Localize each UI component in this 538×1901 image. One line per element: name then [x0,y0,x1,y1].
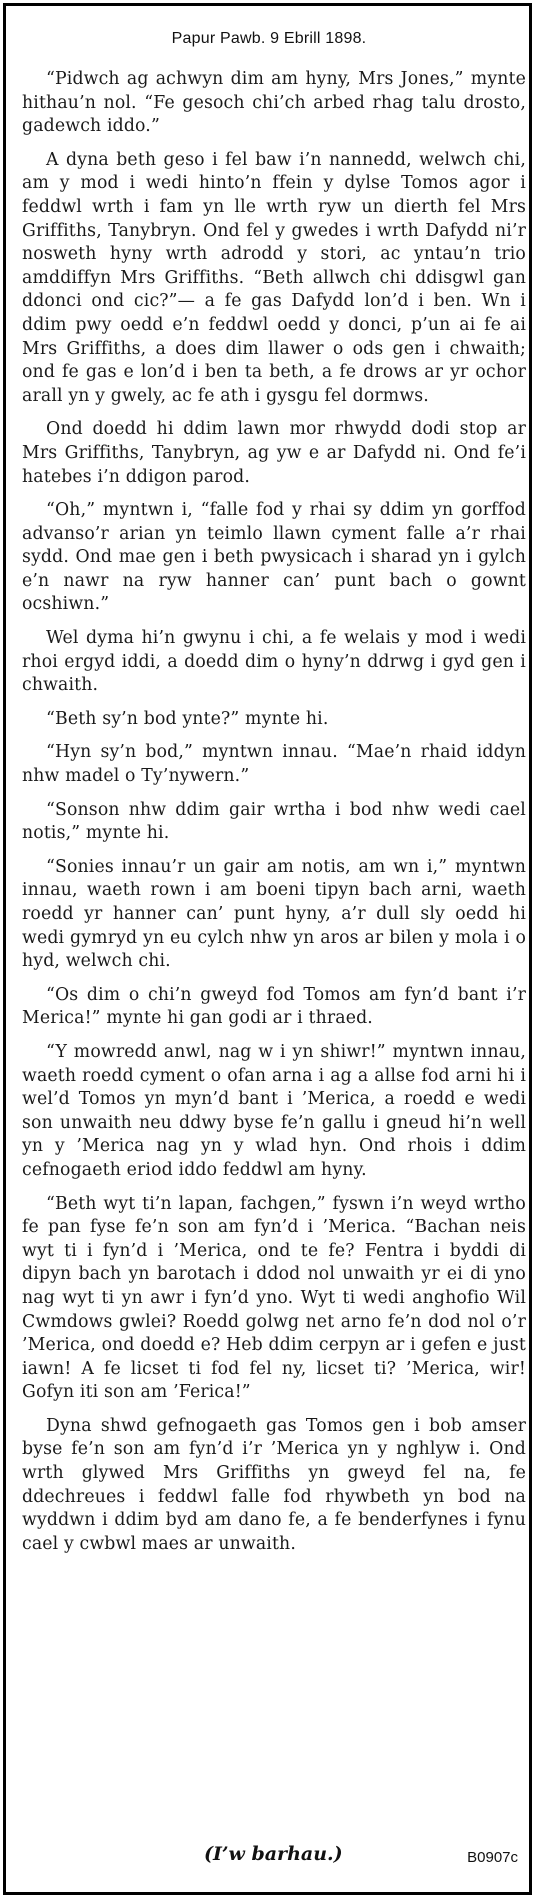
paragraph-5: Wel dyma hi’n gwynu i chi, a fe welais y mod i wedi rhoi ergyd iddi, a doedd dim o hyny’n ddrwg i gyd gen i chwaith. [22,628,526,696]
paragraph-3: Ond doedd hi ddim lawn mor rhwydd dodi stop ar Mrs Griffiths, Tanybryn, ag yw e ar Dafydd ni. Ond fe’i hatebes i’n ddigon parod. [22,419,526,487]
reference-code: B0907c [467,1849,518,1866]
paragraph-8: “Sonson nhw ddim gair wrtha i bod nhw wedi cael notis,” mynte hi. [22,799,526,844]
newspaper-header: Papur Pawb. 9 Ebrill 1898. [171,30,367,47]
paragraph-13: Dyna shwd gefnogaeth gas Tomos gen i bob amser byse fe’n son am fyn’d i’r ’Merica yn y nghlyw i. Ond wrth glywed Mrs Griffiths yn gweyd fel na, fe ddechreues i feddwl falle fod rhywbeth yn bod na wyddwn i ddim byd am dano fe, a fe benderfynes i fynu cael y cwbwl maes ar unwaith. [22,1415,526,1554]
article-column [22,68,526,1566]
continued-notice: (I’w barhau.) [204,1843,343,1865]
paragraph-1: “Pidwch ag achwyn dim am hyny, Mrs Jones,” mynte hithau’n nol. “Fe gesoch chi’ch arbed rhag talu drosto, gadewch iddo.” [22,69,526,137]
paragraph-10: “Os dim o chi’n gweyd fod Tomos am fyn’d bant i’r Merica!” mynte hi gan godi ar i thraed. [22,984,526,1029]
paragraph-7: “Hyn sy’n bod,” myntwn innau. “Mae’n rhaid iddyn nhw madel o Ty’nywern.” [22,742,526,787]
paragraph-11: “Y mowredd anwl, nag w i yn shiwr!” myntwn innau, waeth roedd cyment o ofan arna i ag a allse fod arni hi i wel’d Tomos yn myn’d bant i ’Merica, a roedd e wedi son unwaith neu ddwy byse fe’n gallu i gneud hi’n well yn y ’Merica nag yn y wlad hyn. Ond rhois i ddim cefnogaeth eriod iddo feddwl am hyny. [22,1041,526,1180]
paragraph-9: “Sonies innau’r un gair am notis, am wn i,” myntwn innau, waeth rown i am boeni tipyn bach arni, waeth roedd yr hanner can’ punt hyny, a’r dull sly oedd hi wedi gymryd yn eu cylch nhw yn aros ar bilen y mola i o hyd, welwch chi. [22,856,526,972]
paragraph-2: A dyna beth geso i fel baw i’n nannedd, welwch chi, am y mod i wedi hinto’n ffein y dylse Tomos agor i feddwl wrth i fam yn lle wrth ryw un dierth fel Mrs Griffiths, Tanybryn. Ond fel y gwedes i wrth Dafydd ni’r nosweth hyny wrth adrodd y stori, ac yntau’n trio amddiffyn Mrs Griffiths. “Beth allwch chi ddisgwl gan ddonci ond cic?”— a fe gas Dafydd lon’d i ben. Wn i ddim pwy oedd e’n feddwl oedd y donci, p’un ai fe ai Mrs Griffiths, a does dim llawer o ods gen i chwaith; ond fe gas e lon’d i ben ta beth, a fe drows ar yr ochor arall yn y gwely, ac fe ath i gysgu fel dormws. [22,149,526,406]
paragraph-6: “Beth sy’n bod ynte?” mynte hi. [46,708,329,729]
paragraph-4: “Oh,” myntwn i, “falle fod y rhai sy ddim yn gorffod advanso’r arian yn teimlo llawn cyment falle a’r rhai sydd. Ond mae gen i beth pwysicach i sharad yn i gylch e’n nawr na ryw hanner can’ punt bach o gownt ocshiwn.” [22,500,526,615]
paragraph-12: “Beth wyt ti’n lapan, fachgen,” fyswn i’n weyd wrtho fe pan fyse fe’n son am fyn’d i ’Merica. “Bachan neis wyt ti i fyn’d i ’Merica, ond te fe? Fentra i byddi di dipyn bach yn barotach i ddod nol unwaith yr ei di yno nag wyt ti yn awr i fyn’d yno. Wyt ti wedi anghofio Wil Cwmdows gwlei? Roedd golwg net arno fe’n dod nol o’r ’Merica, ond doedd e? Heb ddim cerpyn ar i gefen e just iawn! A fe licset ti fod fel ny, licset ti? ’Merica, wir! Gofyn iti son am ’Ferica!” [22,1193,526,1403]
